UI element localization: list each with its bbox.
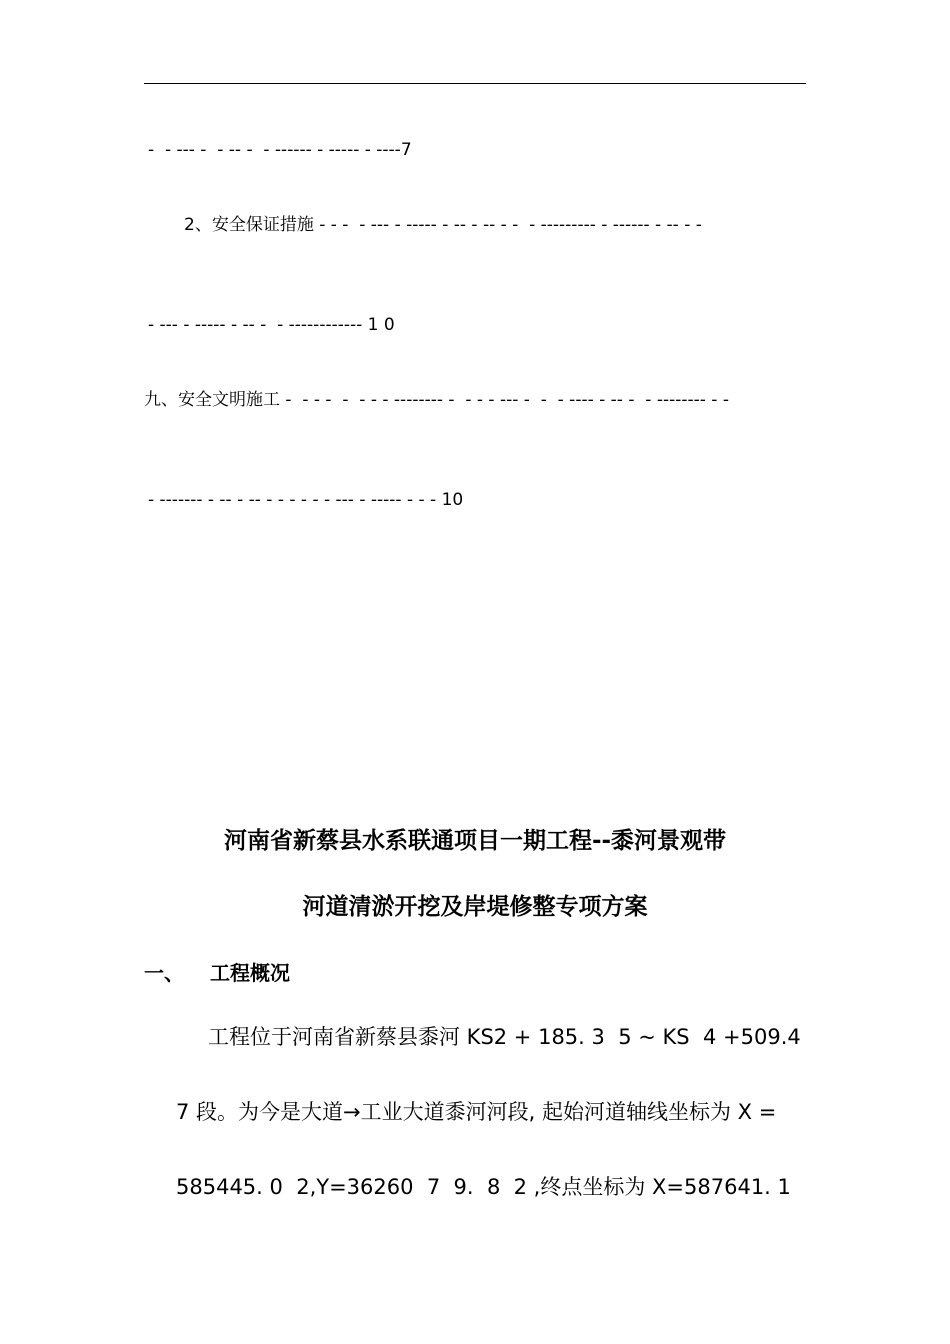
document-title-line-2: 河道清淤开挖及岸堤修整专项方案 bbox=[302, 894, 648, 920]
toc-entry-civilized-construction: 九、安全文明施工 - - - - - - - - -------- - - - - --- - - - ---- - -- - - -------- - - bbox=[144, 390, 729, 410]
paragraph-line-3: 585445. 0 2,Y=36260 7 9. 8 2 ,终点坐标为 X=587641. 1 bbox=[176, 1175, 791, 1199]
header-rule bbox=[144, 83, 806, 84]
section-title: 工程概况 bbox=[210, 961, 290, 985]
toc-entry-continuation-3: - ------- - -- - -- - - - - - - --- - ----- - - - 10 bbox=[148, 490, 464, 510]
document-title-line-1: 河南省新蔡县水系联通项目一期工程--黍河景观带 bbox=[223, 828, 727, 854]
paragraph-line-2: 7 段。为今是大道→工业大道黍河河段, 起始河道轴线坐标为 X = bbox=[176, 1100, 777, 1124]
paragraph-line-1: 工程位于河南省新蔡县黍河 KS2 + 185. 3 5 ~ KS 4 +509.4 bbox=[208, 1025, 801, 1049]
toc-entry-safety-measures: 2、安全保证措施 - - - - --- - ----- - -- - -- - - - --------- - ------ - -- - - bbox=[184, 215, 702, 235]
section-number: 一、 bbox=[144, 961, 184, 985]
toc-entry-continuation-1: - - --- - - -- - - ------ - ----- - ----7 bbox=[148, 140, 412, 160]
toc-entry-continuation-2: - --- - ----- - -- - - ------------ 1 0 bbox=[148, 315, 395, 335]
